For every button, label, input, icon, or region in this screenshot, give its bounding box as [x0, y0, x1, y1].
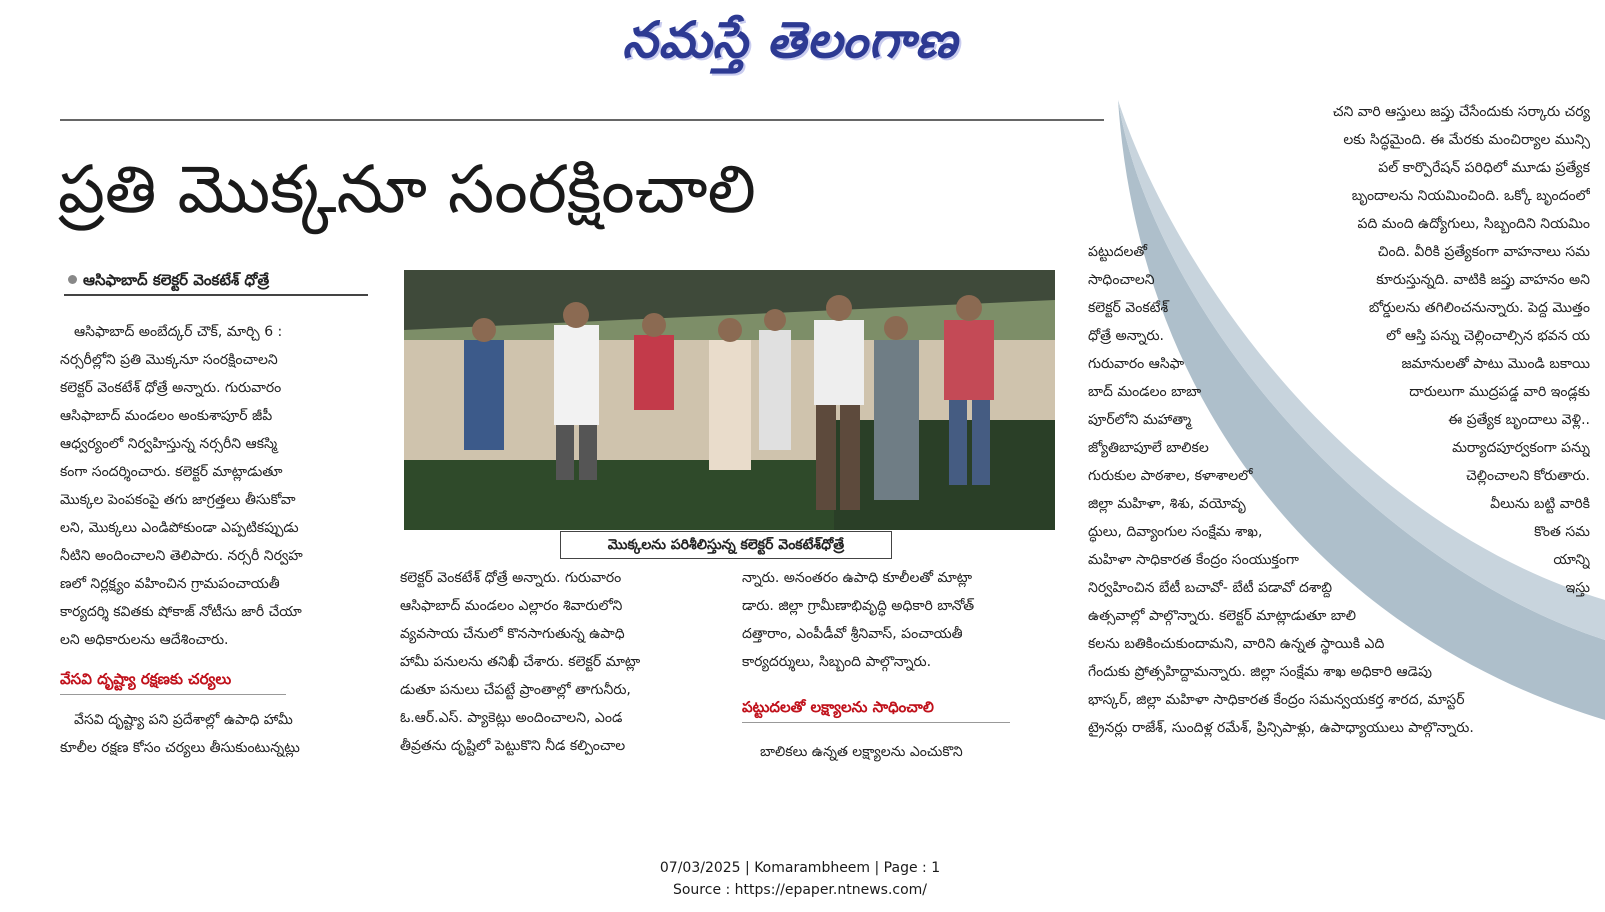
text-line: సాధించాలని	[1088, 272, 1155, 288]
text-line: దారులుగా ముద్రపడ్డ వారి ఇండ్లకు	[1409, 384, 1590, 400]
text-line: గురుకుల పాఠశాల, కళాశాలలో	[1088, 468, 1253, 484]
text-line: న్నారు. అనంతరం ఉపాధి కూలీలతో మాట్లా	[742, 570, 973, 586]
bullet-icon	[68, 275, 77, 284]
text-line: పట్టుదలతో	[1088, 244, 1148, 260]
text-line: లో ఆస్తి పన్ను చెల్లించాల్సిన భవన య	[1386, 328, 1590, 344]
byline	[64, 266, 368, 296]
article-column-1b	[60, 706, 368, 762]
text-line: గేందుకు ప్రోత్సహిద్దామన్నారు. జిల్లా సంక్షేమ శాఖ అధికారి ఆడెపు	[1088, 664, 1432, 680]
text-line: ధోత్రే అన్నారు.	[1088, 328, 1164, 344]
text-line: ణలో నిర్లక్ష్యం వహించిన గ్రామపంచాయతీ	[60, 576, 280, 592]
text-line: ఆసిఫాబాద్ అంబేద్కర్ చౌక్, మార్చి 6 :	[74, 324, 283, 340]
text-line: కలెక్టర్ వెంకటేశ్	[1088, 300, 1169, 316]
text-line: ఆధ్వర్యంలో నిర్వహిస్తున్న నర్సరీని ఆకస్మి	[60, 436, 278, 452]
text-line: కార్యదర్శి కవితకు షోకాజ్ నోటీసు జారీ చేయా	[60, 604, 302, 620]
text-line: కూరుస్తున్నది. వాటికి జప్తు వాహనం అని	[1376, 272, 1590, 288]
article-column-3	[742, 564, 1054, 680]
text-line: మర్యాదపూర్వకంగా పన్ను	[1452, 440, 1590, 456]
article-column-3b	[742, 738, 1054, 768]
photo-caption: మొక్కలను పరిశీలిస్తున్న కలెక్టర్ వెంకటేశ్‌ధోత్రే	[560, 531, 892, 559]
text-line: వేసవి దృష్ట్యా పని ప్రదేశాల్లో ఉపాధి హామీ	[74, 712, 293, 728]
text-line: ఇస్తు	[1565, 580, 1590, 596]
text-line: కంగా సందర్శించారు. కలెక్టర్ మాట్లాడుతూ	[60, 464, 283, 480]
article-column-2	[400, 564, 720, 764]
text-line: చింది. వీరికి ప్రత్యేకంగా వాహనాలు సమ	[1377, 244, 1590, 260]
text-line: లకు సిద్ధమైంది. ఈ మేరకు మంచిర్యాల మున్సి	[1343, 132, 1590, 148]
text-line: జిల్లా మహిళా, శిశు, వయోవృ	[1088, 496, 1246, 512]
text-line: పల్ కార్పొరేషన్ పరిధిలో మూడు ప్రత్యేక	[1378, 160, 1590, 176]
text-line: కలెక్టర్ వెంకటేశ్ ధోత్రే అన్నారు. గురువారం	[60, 380, 282, 396]
text-line: కూలీల రక్షణ కోసం చర్యలు తీసుకుంటున్నట్లు	[60, 740, 300, 756]
text-line: బాలికలు ఉన్నత లక్ష్యాలను ఎంచుకొని	[760, 744, 963, 760]
text-line: కలెక్టర్ వెంకటేశ్ ధోత్రే అన్నారు. గురువారం	[400, 570, 622, 586]
article-column-1	[60, 318, 368, 656]
text-line: కార్యదర్శులు, సిబ్బంది పాల్గొన్నారు.	[742, 654, 932, 670]
text-line: మొక్కల పెంపకంపై తగు జాగ్రత్తలు తీసుకోవా	[60, 492, 296, 508]
text-line: బోర్డులను తగిలించనున్నారు. పెద్ద మొత్తం	[1368, 300, 1590, 316]
text-line: పూర్‌లోని మహాత్మా	[1088, 412, 1192, 428]
text-line: ట్రైనర్లు రాజేశ్, సుందిళ్ల రమేశ్, ప్రిన్సిపాళ్లు, ఉపాధ్యాయులు పాల్గొన్నారు.	[1088, 720, 1474, 736]
text-line: లని, మొక్కలు ఎండిపోకుండా ఎప్పటికప్పుడు	[60, 520, 299, 536]
text-line: నర్సరీల్లోని ప్రతి మొక్కనూ సంరక్షించాలని	[60, 352, 278, 368]
text-line: మహిళా సాధికారత కేంద్రం సంయుక్తంగా	[1088, 552, 1299, 568]
text-line: డారు. జిల్లా గ్రామీణాభివృద్ధి అధికారి బానోత్	[742, 598, 975, 614]
text-line: కొంత సమ	[1534, 524, 1590, 540]
article-column-5	[1180, 98, 1590, 608]
byline-text: ఆసిఫాబాద్ కలెక్టర్ వెంకటేశ్ ధోత్రే	[83, 271, 270, 289]
text-line: తీవ్రతను దృష్టిలో పెట్టుకొని నీడ కల్పించాల	[400, 738, 626, 754]
text-line: లని అధికారులను ఆదేశించారు.	[60, 632, 229, 648]
text-line: నిర్వహించిన బేటీ బచావో- బేటీ పడావో దశాబ్ది	[1088, 580, 1333, 596]
news-photo	[404, 270, 1055, 530]
text-line: నీటిని అందించాలని తెలిపారు. నర్సరీ నిర్వహ	[60, 548, 303, 564]
text-line: బాద్ మండలం బాబా	[1088, 384, 1202, 400]
text-line: ఓ.ఆర్.ఎస్. ప్యాకెట్లు అందించాలని, ఎండ	[400, 710, 623, 726]
text-line: ఆసిఫాబాద్ మండలం ఎల్లారం శివారులోని	[400, 598, 623, 614]
text-line: చెల్లించాలని కోరుతారు.	[1466, 468, 1590, 484]
text-line: ద్ధులు, దివ్యాంగుల సంక్షేమ శాఖ,	[1088, 524, 1263, 540]
text-line: చని వారి ఆస్తులు జప్తు చేసేందుకు సర్కారు చర్య	[1332, 104, 1590, 120]
footer-source-link[interactable]: Source : https://epaper.ntnews.com/	[672, 882, 928, 898]
text-line: వీలును బట్టి వారికి	[1490, 496, 1590, 512]
text-line: ఈ ప్రత్యేక బృందాలు వెళ్లి..	[1448, 412, 1590, 428]
text-line: గురువారం ఆసిఫా	[1088, 356, 1185, 372]
text-line: బృందాలను నియమించింది. ఒక్కో బృందంలో	[1351, 188, 1590, 204]
top-rule	[60, 119, 1104, 121]
text-line: యాన్ని	[1553, 552, 1590, 568]
subheading-summer: వేసవి దృష్ట్యా రక్షణకు చర్యలు	[60, 664, 286, 695]
text-line: జమానులతో పాటు మొండి బకాయి	[1401, 356, 1590, 372]
text-line: జ్యోతిబాపూలే బాలికల	[1088, 440, 1209, 456]
text-line: ఉత్సవాల్లో పాల్గొన్నారు. కలెక్టర్ మాట్లాడుతూ బాలి	[1088, 608, 1357, 624]
text-line: ఆసిఫాబాద్ మండలం అంకుశాపూర్ జీపీ	[60, 408, 273, 424]
text-line: కలను బతికించుకుందామని, వారిని ఉన్నత స్థాయికి ఎది	[1088, 636, 1385, 652]
headline: ప్రతి మొక్కనూ సంరక్షించాలి	[58, 151, 756, 228]
subheading-goals: పట్టుదలతో లక్ష్యాలను సాధించాలి	[742, 692, 1010, 723]
text-line: డుతూ పనులు చేపట్టే ప్రాంతాల్లో తాగునీరు,	[400, 682, 631, 698]
text-line: హామీ పనులను తనిఖీ చేశారు. కలెక్టర్ మాట్లా	[400, 654, 641, 670]
masthead-logo: నమస్తే తెలంగాణ	[622, 10, 958, 69]
text-line: పది మంది ఉద్యోగులు, సిబ్బందిని నియమిం	[1357, 216, 1590, 232]
text-line: వ్యవసాయ చేనులో కొనసాగుతున్న ఉపాధి	[400, 626, 625, 642]
footer-date-edition: 07/03/2025 | Komarambheem | Page : 1	[659, 860, 941, 876]
text-line: భాస్కర్, జిల్లా మహిళా సాధికారత కేంద్రం సమన్వయకర్త శారద, మాస్టర్	[1088, 692, 1465, 708]
text-line: దత్తారాం, ఎంపీడీవో శ్రీనివాస్, పంచాయతీ	[742, 626, 963, 642]
